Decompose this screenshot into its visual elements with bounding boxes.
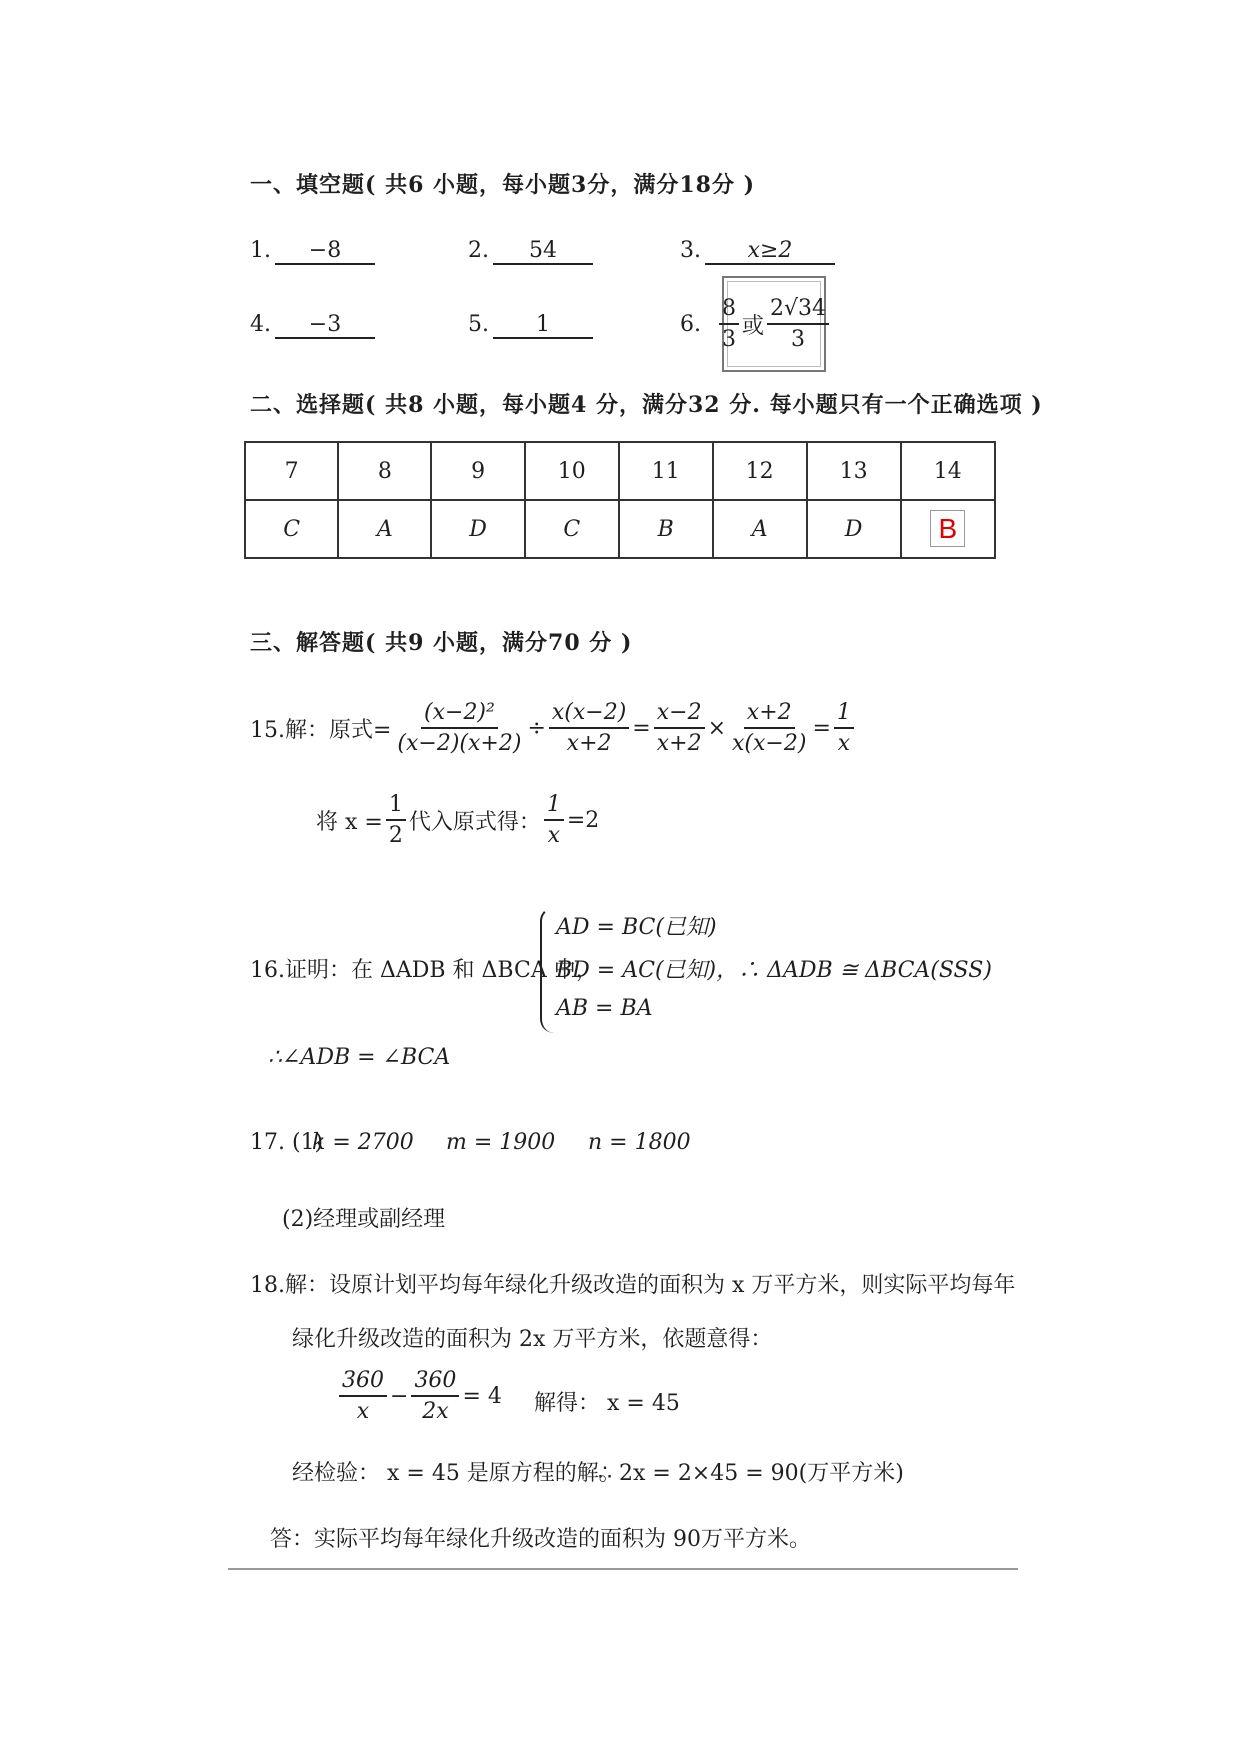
item-label: 2. — [468, 238, 489, 263]
table-cell — [901, 500, 995, 558]
q18-equation — [336, 1368, 502, 1424]
q17-part2: (2)经理或副经理 — [282, 1207, 446, 1232]
fraction-b — [767, 296, 829, 352]
conjunction: 或 — [741, 313, 764, 339]
fraction — [339, 1368, 387, 1424]
choice-answer-table — [244, 441, 996, 559]
item-answer: −8 — [275, 238, 375, 265]
table-cell: 8 — [338, 442, 431, 500]
fraction — [544, 792, 564, 848]
q15-expression — [250, 700, 857, 756]
q16-conclusion: ∴∠ADB = ∠BCA — [268, 1045, 451, 1070]
fill-item-1 — [250, 238, 375, 265]
operator: = — [812, 715, 831, 741]
q16-line-2: BD = AC(已知)，∴ ΔADB ≅ ΔBCA(SSS) — [556, 958, 992, 983]
q15-substitution — [316, 792, 599, 848]
q18-answer: 答：实际平均每年绿化升级改造的面积为 90万平方米。 — [270, 1527, 811, 1552]
q16-line-3: AB = BA — [556, 996, 653, 1021]
fraction-numerator: x+2 — [744, 700, 795, 729]
table-cell: C — [525, 500, 619, 558]
q17-k: k = 2700 — [312, 1130, 414, 1155]
table-cell: B — [619, 500, 713, 558]
q17-m: m = 1900 — [446, 1130, 556, 1155]
system-brace — [540, 907, 556, 1033]
fraction — [549, 700, 629, 756]
fraction-numerator: 360 — [339, 1368, 387, 1397]
section1-heading: 一、填空题( 共6 小题，每小题3分，满分18分 ) — [250, 172, 756, 198]
bottom-divider — [228, 1568, 1018, 1570]
fraction-numerator: 1 — [386, 792, 406, 821]
fraction-numerator: x(x−2) — [549, 700, 629, 729]
operator: ÷ — [527, 715, 546, 741]
table-cell: 9 — [431, 442, 524, 500]
q16-line-1: AD = BC(已知) — [556, 915, 717, 940]
table-cell: 10 — [525, 442, 619, 500]
table-cell: 14 — [901, 442, 995, 500]
answer-row — [245, 500, 995, 558]
fraction — [654, 700, 705, 756]
table-cell: A — [713, 500, 807, 558]
table-cell: D — [807, 500, 901, 558]
q18-check: 经检验： x = 45 是原方程的解。 — [292, 1461, 621, 1486]
q18-solve: 解得： x = 45 — [534, 1391, 680, 1416]
q18-line-1: 18.解：设原计划平均每年绿化升级改造的面积为 x 万平方米，则实际平均每年 — [250, 1273, 1016, 1298]
fraction-denominator: 2x — [422, 1399, 449, 1424]
highlighted-answer: B — [930, 510, 965, 547]
fraction-denominator: x(x−2) — [732, 731, 807, 756]
fraction-numerator: 360 — [411, 1368, 459, 1397]
fraction-denominator: 2 — [388, 823, 403, 848]
table-cell: 13 — [807, 442, 901, 500]
fraction-denominator: x — [837, 731, 851, 756]
fraction-denominator: x+2 — [656, 731, 702, 756]
fraction-denominator: 3 — [791, 327, 805, 352]
table-cell: 7 — [245, 442, 338, 500]
substitution-prefix: 将 x = — [316, 809, 383, 835]
substitution-text: 代入原式得： — [408, 809, 541, 835]
fraction-numerator: (x−2)² — [421, 700, 498, 729]
question-number-row — [245, 442, 995, 500]
fill-item-5 — [468, 312, 593, 339]
item-answer: 1 — [493, 312, 593, 339]
item-label: 5. — [468, 312, 489, 337]
fraction-numerator: 1 — [544, 792, 564, 821]
operator: − — [390, 1383, 409, 1409]
fill-item-2 — [468, 238, 593, 265]
q18-therefore: ∴ 2x = 2×45 = 90(万平方米) — [598, 1461, 904, 1486]
fraction-denominator: x+2 — [566, 731, 612, 756]
fraction-numerator: 2√34 — [767, 296, 829, 325]
fraction-numerator: x−2 — [654, 700, 705, 729]
item-answer: x≥2 — [705, 238, 835, 265]
fraction-numerator: 8 — [719, 296, 739, 325]
table-cell: 11 — [619, 442, 713, 500]
table-cell: D — [431, 500, 524, 558]
fraction — [411, 1368, 459, 1424]
item-label: 1. — [250, 238, 271, 263]
fraction-denominator: x — [547, 823, 561, 848]
fill-item-6-answer-box — [722, 276, 826, 372]
fill-item-6-label: 6. — [680, 312, 701, 337]
item-answer: −3 — [275, 312, 375, 339]
fraction — [834, 700, 854, 756]
fraction — [394, 700, 524, 756]
section2-heading: 二、选择题( 共8 小题，每小题4 分，满分32 分. 每小题只有一个正确选项 ) — [250, 392, 1043, 418]
fraction-numerator: 1 — [834, 700, 854, 729]
equation-rhs: = 4 — [462, 1383, 502, 1409]
fraction — [729, 700, 809, 756]
item-label: 4. — [250, 312, 271, 337]
q15-label: 15.解：原式= — [250, 717, 392, 743]
answer-sheet — [228, 150, 1018, 1570]
item-answer: 54 — [493, 238, 593, 265]
result-value: =2 — [566, 807, 600, 833]
table-cell: 12 — [713, 442, 807, 500]
fraction-denominator: 3 — [721, 327, 736, 352]
fraction-a — [719, 296, 739, 352]
q18-line-2: 绿化升级改造的面积为 2x 万平方米，依题意得： — [292, 1327, 773, 1352]
section3-heading: 三、解答题( 共9 小题，满分70 分 ) — [250, 630, 633, 656]
q17-label: 17. (1) — [250, 1130, 324, 1155]
fraction-denominator: x — [356, 1399, 370, 1424]
operator: × — [707, 715, 727, 741]
fraction — [386, 792, 406, 848]
operator: = — [632, 715, 651, 741]
table-cell: A — [338, 500, 431, 558]
q17-n: n = 1800 — [588, 1130, 691, 1155]
fill-item-4 — [250, 312, 375, 339]
table-cell: C — [245, 500, 338, 558]
item-label: 3. — [680, 238, 701, 263]
q16-label: 16.证明：在 ΔADB 和 ΔBCA 中， — [250, 958, 598, 983]
fraction-denominator: (x−2)(x+2) — [397, 731, 522, 756]
fill-item-3 — [680, 238, 835, 265]
